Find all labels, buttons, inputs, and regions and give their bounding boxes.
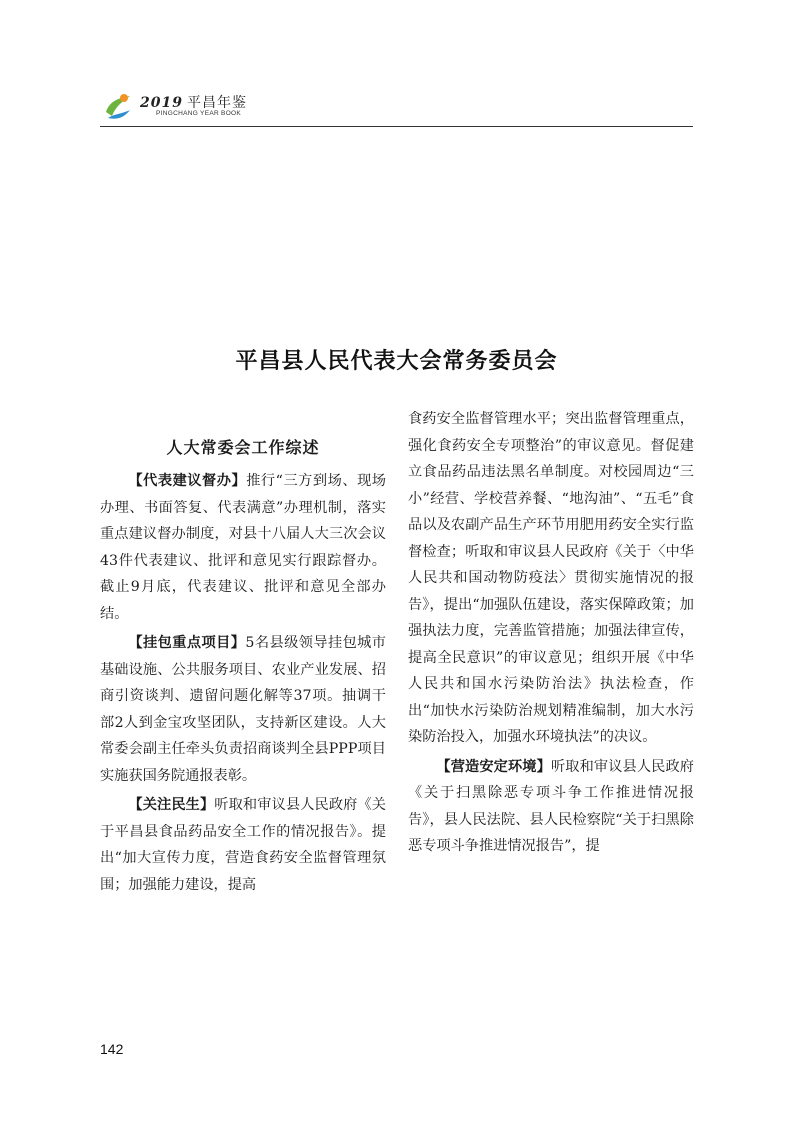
- paragraph-tag: 【代表建议督办】: [128, 473, 247, 489]
- header-rule: [100, 126, 693, 127]
- section-title: 人大常委会工作综述: [166, 438, 320, 457]
- page-number: 142: [100, 1041, 124, 1057]
- paragraph-key-projects: [100, 630, 386, 789]
- paragraph-tag: 【营造安定环境】: [436, 758, 551, 775]
- running-header: [100, 88, 693, 128]
- paragraph-livelihood: [100, 792, 386, 898]
- header-title: [140, 92, 247, 112]
- right-column: [408, 406, 694, 860]
- paragraph-text: 听取和审议县人民政府《关于平昌县食品药品安全工作的情况报告》。提出“加大宣传力度，营造食药安全监督管理氛围；加强能力建设，提高: [100, 797, 386, 893]
- paragraph-tag: 【关注民生】: [128, 797, 215, 813]
- paragraph-representative-suggestions: [100, 468, 386, 627]
- paragraph-text: 听取和审议县人民政府《关于扫黑除恶专项斗争工作推进情况报告》，县人民法院、县人民检察院“关于扫黑除恶专项斗争推进情况报告”，提: [408, 758, 694, 854]
- paragraph-text: 5名县级领导挂包城市基础设施、公共服务项目、农业产业发展、招商引资谈判、遗留问题化解等37项。抽调干部2人到金宝攻坚团队，支持新区建设。人大常委会副主任牵头负责招商谈判全县PPP项目实施获国务院通报表彰。: [100, 635, 386, 784]
- chapter-title: 平昌县人民代表大会常务委员会: [235, 349, 558, 374]
- header-title-text: 平昌年鉴: [186, 95, 247, 111]
- header-subtitle: PINGCHANG YEAR BOOK: [156, 110, 242, 117]
- header-year: 2019: [140, 95, 183, 111]
- paragraph-continuation: 食药安全监督管理水平；突出监督管理重点，强化食药安全专项整治”的审议意见。督促建立食品药品违法黑名单制度。对校园周边“三小”经营、学校营养餐、“地沟油”、“五毛”食品以及农副产品生产环节用肥用药安全实行监督检查；听取和审议县人民政府《关于〈中华人民共和国动物防疫法〉贯彻实施情况的报告》，提出“加强队伍建设，落实保障政策；加强执法力度，完善监管措施；加强法律宣传，提高全民意识”的审议意见；组织开展《中华人民共和国水污染防治法》执法检查，作出“加快水污染防治规划精准编制，加大水污染防治投入，加强水环境执法”的决议。: [408, 411, 694, 745]
- left-column: [100, 434, 386, 898]
- yearbook-logo-icon: [100, 88, 136, 124]
- paragraph-stable-environment: [408, 754, 694, 860]
- paragraph-tag: 【挂包重点项目】: [128, 635, 246, 651]
- paragraph-text: 推行“三方到场、现场办理、书面答复、代表满意”办理机制，落实重点建议督办制度，对县十八届人大三次会议43件代表建议、批评和意见实行跟踪督办。截止9月底，代表建议、批评和意见全部办结。: [100, 473, 386, 622]
